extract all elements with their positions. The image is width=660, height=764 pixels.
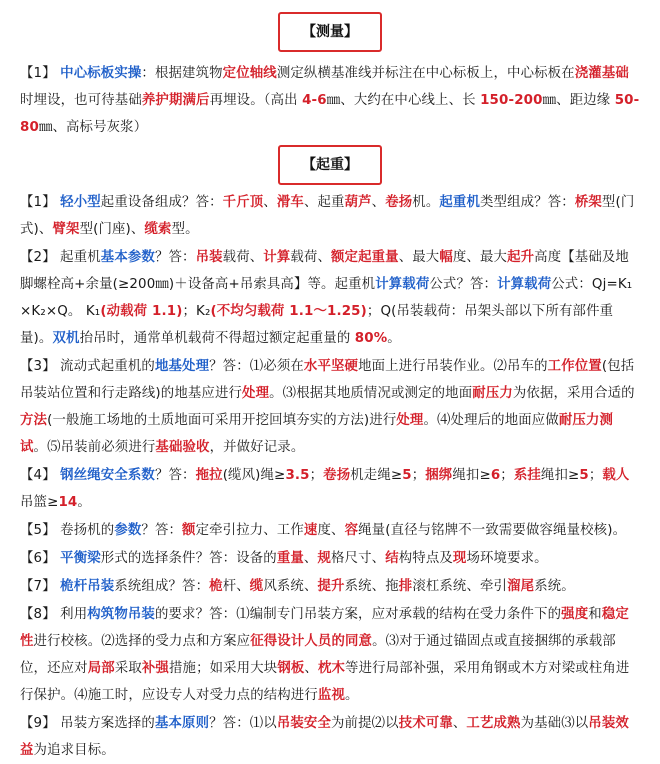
key-term: 吊装安全 <box>276 716 331 731</box>
text-run: ；K <box>182 304 205 319</box>
key-term: 工作位置 <box>547 359 602 374</box>
key-term: 缆索 <box>144 222 172 237</box>
text-run: 绳量(直径与铭牌不一致需要做容绳量校核)。 <box>358 523 627 538</box>
paragraph <box>20 545 640 572</box>
text-run: 、 <box>263 195 277 210</box>
text-run: 。⑷处理后的地面应做 <box>423 413 559 428</box>
text-run: (一般施工场地的土质地面可采用开挖回填夯实的方法)进行 <box>47 413 397 428</box>
key-term: (不均匀载荷 1.1～1.25) <box>210 304 367 319</box>
section-title: 【起重】 <box>278 145 382 185</box>
text-run: 为追求目标。 <box>33 743 115 758</box>
topic-keyword: 中心标板实操 <box>60 66 142 81</box>
text-run: 载荷、 <box>290 250 332 265</box>
text-run: 。 <box>387 331 401 346</box>
text-run: 。⑸吊装前必须进行 <box>33 440 156 455</box>
text-run: 。 K <box>67 304 95 319</box>
text-run: ₂ <box>40 304 46 319</box>
text-run: ，并做好记录。 <box>209 440 305 455</box>
text-run: 的要求？答：⑴编制专门吊装方案，应对承载的结构在受力条件下的 <box>154 607 562 622</box>
paragraph <box>20 189 640 243</box>
key-term: 局部 <box>87 661 115 676</box>
paragraph <box>20 353 640 461</box>
text-run: ×Q <box>45 304 68 319</box>
key-term: 桥架 <box>574 195 602 210</box>
key-term: 系挂 <box>513 468 541 483</box>
paragraph <box>20 517 640 544</box>
key-term: 技术可靠 <box>398 716 453 731</box>
key-term: 速 <box>303 523 318 538</box>
key-term: 溜尾 <box>507 579 535 594</box>
text-run: 机。 <box>412 195 440 210</box>
text-run: 场环境要求。 <box>466 551 548 566</box>
text-run: 。⑶对于通过锚固点或直接捆绑的承载部位，还应对 <box>20 634 616 676</box>
text-run: 。⑶根据其地质情况或测定的地面 <box>269 386 473 401</box>
key-term: 枕木 <box>317 661 346 676</box>
text-run: 地面上进行吊装作业。⑵吊车的 <box>358 359 548 374</box>
key-term: 卷扬 <box>323 468 351 483</box>
text-run: ×K <box>20 304 41 319</box>
text-run: 型。 <box>171 222 199 237</box>
section-header-measurement <box>20 12 640 52</box>
text-run: 、 <box>304 661 318 676</box>
text-run: 等进行局部补强，采用角钢或木方对梁或柱角进行保护。⑷施工时，应设专人对受力点的结构进行 <box>20 661 630 703</box>
key-term: 规 <box>317 551 332 566</box>
text-run: 公式？答： <box>429 277 498 292</box>
key-term: 监视 <box>317 688 345 703</box>
text-run: ？答：⑴必须在 <box>209 359 304 374</box>
text-run: 系统组成？答： <box>114 579 210 594</box>
key-term: 结 <box>385 551 399 566</box>
key-term: 起升 <box>507 250 535 265</box>
text-run: ；Q(吊装载荷：吊架头部以下所有部件重量)。 <box>20 304 614 346</box>
paragraph <box>20 60 640 141</box>
text-run: 度、最大 <box>452 250 508 265</box>
key-term: 养护期满后 <box>141 93 210 108</box>
text-run: 系统。 <box>534 579 575 594</box>
text-run: 机走绳≥ <box>350 468 403 483</box>
key-term: 5 <box>402 468 412 483</box>
text-run: 为依据，采用合适的 <box>512 386 635 401</box>
paragraph <box>20 462 640 516</box>
key-term: 水平坚硬 <box>303 359 359 374</box>
key-term: 80% <box>354 331 388 346</box>
text-run: ₂ <box>204 304 211 319</box>
key-term: 额定起重量 <box>331 250 399 265</box>
text-run: 吊篮≥ <box>20 495 59 510</box>
topic-keyword: 构筑物吊装 <box>87 607 155 622</box>
text-run: 载荷、 <box>222 250 264 265</box>
key-term: 处理 <box>396 413 424 428</box>
key-term: 计算 <box>263 250 291 265</box>
text-run: 【5】 卷扬机的 <box>20 523 115 538</box>
text-run: 【4】 <box>20 468 61 483</box>
paragraph <box>20 244 640 352</box>
key-term: 处理 <box>242 386 270 401</box>
text-run: 【7】 <box>20 579 61 594</box>
topic-keyword: 双机 <box>52 331 80 346</box>
key-term: 工艺成熟 <box>466 716 521 731</box>
key-term: 桅 <box>209 579 223 594</box>
text-run: ？答： <box>154 468 196 483</box>
topic-keyword: 轻小型 <box>60 195 101 210</box>
text-run: 类型组成？答： <box>480 195 575 210</box>
text-run: 型(门式)、 <box>20 195 635 237</box>
text-run: 抬吊时，通常单机载荷不得超过额定起重量的 <box>79 331 355 346</box>
text-run: 、 <box>371 195 386 210</box>
topic-keyword: 基本原则 <box>154 716 210 731</box>
topic-keyword: 平衡梁 <box>60 551 101 566</box>
text-run: ₁ <box>626 277 633 292</box>
key-term: 定位轴线 <box>222 66 277 81</box>
text-run: 绳扣≥ <box>540 468 580 483</box>
text-run: ； <box>588 468 603 483</box>
text-run: ； <box>411 468 426 483</box>
text-run: 【3】 流动式起重机的 <box>20 359 155 374</box>
key-term: 耐压力 <box>472 386 513 401</box>
key-term: 吊装效益 <box>20 716 629 758</box>
text-run: 。 <box>77 495 91 510</box>
key-term: 耐压力测试 <box>20 413 614 455</box>
text-run: ㎜、高标号灰浆） <box>38 120 148 135</box>
key-term: 卷扬 <box>385 195 413 210</box>
text-run: 。 <box>345 688 359 703</box>
key-term: 现 <box>452 551 467 566</box>
key-term: 50-80 <box>20 93 640 135</box>
key-term: 拖拉 <box>195 468 223 483</box>
text-run: 、 <box>303 551 318 566</box>
text-run: 采取 <box>114 661 142 676</box>
text-run: 【9】 吊装方案选择的 <box>20 716 155 731</box>
text-run: ：根据建筑物 <box>141 66 223 81</box>
section-header-lifting <box>20 145 640 185</box>
key-term: 钢板 <box>277 661 305 676</box>
text-run: 滚杠系统、牵引 <box>412 579 508 594</box>
topic-keyword: 计算载荷 <box>375 277 430 292</box>
text-run: 为基础⑶以 <box>520 716 589 731</box>
text-run: 为前提⑵以 <box>331 716 399 731</box>
key-term: 征得设计人员的同意 <box>250 634 373 649</box>
text-run: 构特点及 <box>398 551 453 566</box>
key-term: 缆 <box>249 579 264 594</box>
text-run: 【1】 <box>20 66 61 81</box>
key-term: 5 <box>579 468 589 483</box>
topic-keyword: 地基处理 <box>154 359 210 374</box>
key-term: 提升 <box>317 579 345 594</box>
text-run: 型(门座)、 <box>79 222 145 237</box>
key-term: 150-200 <box>480 93 543 108</box>
key-term: 吊装 <box>195 250 223 265</box>
key-term: 捆绑 <box>425 468 453 483</box>
text-run: 【6】 <box>20 551 61 566</box>
text-run: 时埋设，也可待基础 <box>20 93 142 108</box>
topic-keyword: 基本参数 <box>100 250 155 265</box>
paragraph <box>20 710 640 764</box>
text-run: 测定纵横基准线并标注在中心标板上，中心标板在 <box>276 66 575 81</box>
text-run: 措施；如采用大块 <box>168 661 278 676</box>
text-run: ₁ <box>94 304 101 319</box>
key-term: 方法 <box>20 413 48 428</box>
text-run: 、 <box>452 716 467 731</box>
text-run: 【8】 利用 <box>20 607 88 622</box>
text-run: 风系统、 <box>263 579 318 594</box>
key-term: 额 <box>182 523 196 538</box>
text-run: (包括吊装站位置和行走路线)的地基应进行 <box>20 359 635 401</box>
text-run: ？答：⑴以 <box>209 716 277 731</box>
text-run: 格尺寸、 <box>331 551 386 566</box>
key-term: 6 <box>490 468 501 483</box>
text-run: 、起重 <box>303 195 345 210</box>
text-run: ？答： <box>141 523 183 538</box>
text-run: 和 <box>588 607 602 622</box>
paragraph <box>20 573 640 600</box>
key-term: 3.5 <box>285 468 310 483</box>
key-term: 载人 <box>602 468 630 483</box>
key-term: 容 <box>344 523 359 538</box>
text-run: 【1】 <box>20 195 61 210</box>
text-run: 再埋设。（高出 <box>209 93 303 108</box>
key-term: (动载荷 1.1) <box>100 304 183 319</box>
key-term: 幅 <box>439 250 453 265</box>
topic-keyword: 桅杆吊装 <box>60 579 115 594</box>
text-run: 度、 <box>317 523 345 538</box>
key-term: 臂架 <box>52 222 80 237</box>
topic-keyword: 参数 <box>114 523 142 538</box>
section-title: 【测量】 <box>278 12 382 52</box>
text-run: 形式的选择条件？答：设备的 <box>100 551 277 566</box>
text-run: 系统、拖 <box>344 579 399 594</box>
key-term: 重量 <box>276 551 304 566</box>
text-run: 公式：Qj=K <box>551 277 627 292</box>
text-run: 【2】 起重机 <box>20 250 101 265</box>
text-run: ㎜、大约在中心线上、长 <box>326 93 481 108</box>
text-run: 定牵引拉力、工作 <box>195 523 304 538</box>
text-run: ； <box>309 468 324 483</box>
text-run: ㎜、距边缘 <box>542 93 615 108</box>
text-run: 绳扣≥ <box>452 468 491 483</box>
text-run: 起重设备组成？答： <box>100 195 223 210</box>
paragraph <box>20 601 640 709</box>
text-run: (缆风)绳≥ <box>222 468 286 483</box>
key-term: 千斤顶 <box>222 195 264 210</box>
topic-keyword: 计算载荷 <box>497 277 552 292</box>
key-term: 基础验收 <box>155 440 210 455</box>
key-term: 排 <box>398 579 413 594</box>
key-term: 强度 <box>561 607 589 622</box>
key-term: 稳定性 <box>20 607 629 649</box>
text-run: ？答： <box>154 250 196 265</box>
key-term: 14 <box>58 495 78 510</box>
text-run: 、最大 <box>398 250 440 265</box>
key-term: 浇灌基础 <box>574 66 629 81</box>
key-term: 补强 <box>141 661 169 676</box>
text-run: 进行校核。⑵选择的受力点和方案应 <box>33 634 251 649</box>
key-term: 4-6 <box>302 93 327 108</box>
text-run: ； <box>500 468 514 483</box>
key-term: 滑车 <box>276 195 304 210</box>
topic-keyword: 起重机 <box>439 195 481 210</box>
text-run: 高度【基础及地脚螺栓高+余量(≥200㎜)＋设备高+吊索具高】等。起重机 <box>20 250 629 292</box>
key-term: 葫芦 <box>344 195 372 210</box>
text-run: 杆、 <box>222 579 250 594</box>
topic-keyword: 钢丝绳安全系数 <box>60 468 155 483</box>
